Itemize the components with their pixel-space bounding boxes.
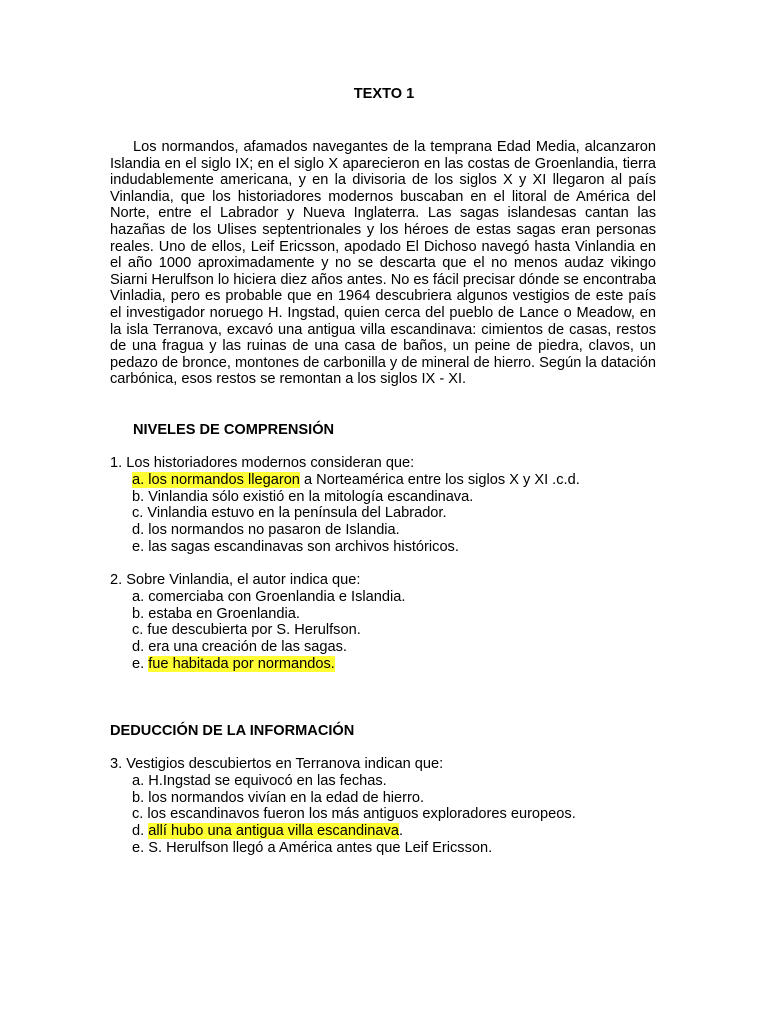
highlighted-text: a. los normandos llegaron [132, 471, 300, 488]
section-heading-comprension: NIVELES DE COMPRENSIÓN [133, 422, 335, 438]
document-title: TEXTO 1 [353, 86, 415, 102]
option-e: e. fue habitada por normandos. [132, 655, 335, 672]
option-c: c. los escandinavos fueron los más antiguos exploradores europeos. [132, 806, 576, 823]
option-a: a. H.Ingstad se equivocó en las fechas. [132, 772, 387, 789]
option-a: a. comerciaba con Groenlandia e Islandia. [132, 588, 406, 605]
option-c: c. Vinlandia estuvo en la península del Labrador. [132, 505, 447, 522]
question-3 [110, 756, 576, 857]
option-list [110, 589, 405, 673]
option-list [110, 472, 580, 556]
question-stem: 1. Los historiadores modernos consideran que: [110, 455, 415, 471]
option-c: c. fue descubierta por S. Herulfson. [132, 622, 361, 639]
highlighted-text: fue habitada por normandos. [148, 655, 335, 672]
option-d: d. los normandos no pasaron de Islandia. [132, 522, 400, 539]
option-e: e. las sagas escandinavas son archivos históricos. [132, 538, 459, 555]
option-b: b. los normandos vivían en la edad de hierro. [132, 789, 425, 806]
option-b: b. estaba en Groenlandia. [132, 605, 300, 622]
question-1 [110, 455, 580, 556]
section-heading-deduccion: DEDUCCIÓN DE LA INFORMACIÓN [110, 723, 355, 739]
question-stem: 2. Sobre Vinlandia, el autor indica que: [110, 572, 361, 588]
highlighted-text: allí hubo una antigua villa escandinava [148, 823, 399, 840]
option-a: a. los normandos llegaron a Norteamérica entre los siglos X y XI .c.d. [132, 471, 580, 488]
option-list [110, 773, 576, 857]
option-d: d. era una creación de las sagas. [132, 639, 347, 656]
option-d: d. allí hubo una antigua villa escandinava. [132, 823, 404, 840]
question-stem: 3. Vestigios descubiertos en Terranova indican que: [110, 756, 444, 772]
option-b: b. Vinlandia sólo existió en la mitología escandinava. [132, 488, 474, 505]
reading-passage: Los normandos, afamados navegantes de la temprana Edad Media, alcanzaron Islandia en el siglo IX; en el siglo X aparecieron en las costas de Groenlandia, tierra indudablemente americana, y en la divisoria de los siglos X y XI llegaron al país Vinlandia, que los historiadores modernos buscaban en el litoral de América del Norte, entre el Labrador y Nueva Inglaterra. Las sagas islandesas cantan las hazañas de los Ulises septentrionales y los héroes de estas sagas eran personas reales. Uno de ellos, Leif Ericsson, apodado El Dichoso navegó hasta Vinlandia en el año 1000 aproximadamente y no se descarta que el no menos audaz vikingo Siarni Herulfson lo hiciera diez años antes. No es fácil precisar dónde se encontraba Vinladia, pero es probable que en 1964 descubriera algunos vestigios de este país el investigador noruego H. Ingstad, quien cerca del pueblo de Lance o Meadow, en la isla Terranova, excavó una antigua villa escandinava: cimientos de casas, restos de una fragua y las ruinas de una casa de baños, un peine de piedra, clavos, un pedazo de bronce, montones de carbonilla y de mineral de hierro. Según la datación carbónica, esos restos se remontan a los siglos IX - XI. [110, 139, 656, 388]
question-2 [110, 572, 405, 673]
option-e: e. S. Herulfson llegó a América antes que Leif Ericsson. [132, 839, 493, 856]
